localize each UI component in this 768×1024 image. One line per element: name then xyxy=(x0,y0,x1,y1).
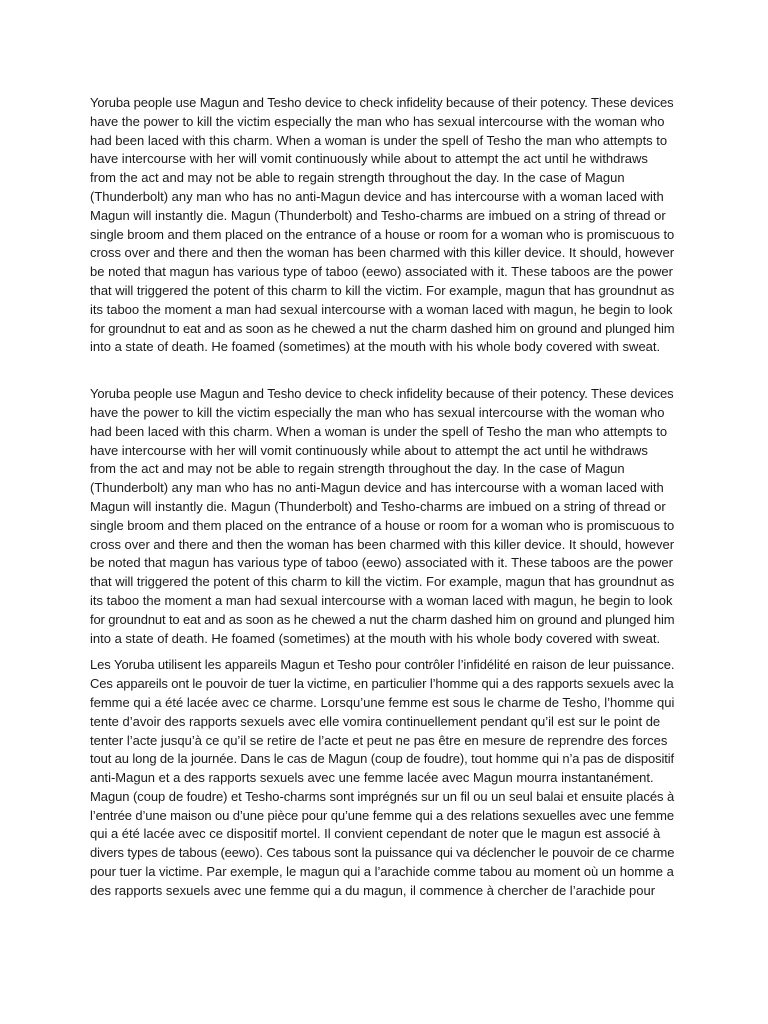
text-line: (Thunderbolt) any man who has no anti-Magun device and has intercourse with a woman laced with xyxy=(90,188,664,204)
text-line: be noted that magun has various type of taboo (eewo) associated with it. These taboos are the power xyxy=(90,264,673,280)
text-line: (Thunderbolt) any man who has no anti-Magun device and has intercourse with a woman laced with xyxy=(90,480,664,496)
text-line: tente d’avoir des rapports sexuels avec elle vomira continuellement pendant qu’il est sur le point de xyxy=(90,713,661,729)
text-line: have intercourse with her will vomit continuously while about to attempt the act until he withdraws xyxy=(90,442,648,458)
text-line: from the act and may not be able to regain strength throughout the day. In the case of Magun xyxy=(90,170,625,186)
paragraph-french xyxy=(90,656,674,900)
text-line: that will triggered the potent of this charm to kill the victim. For example, magun that has groundnut as xyxy=(90,574,675,590)
text-line: have intercourse with her will vomit continuously while about to attempt the act until he withdraws xyxy=(90,151,648,167)
text-line: tenter l’acte jusqu’à ce qu’il se retire de l’acte et peut ne pas être en mesure de reprendre des forces xyxy=(90,732,668,748)
text-line: have the power to kill the victim especially the man who has sexual intercourse with the woman who xyxy=(90,113,665,129)
text-line: qui a été lacée avec ce dispositif mortel. Il convient cependant de noter que le magun est associé à xyxy=(90,826,661,842)
paragraph-english-2 xyxy=(90,385,674,648)
text-line: cross over and there and then the woman has been charmed with this killer device. It should, however xyxy=(90,536,675,552)
text-line: femme qui a été lacée avec ce charme. Lorsqu’une femme est sous le charme de Tesho, l’homme qui xyxy=(90,694,675,710)
text-line: for groundnut to eat and as soon as he chewed a nut the charm dashed him on ground and plunged him xyxy=(90,320,675,336)
text-line: des rapports sexuels avec une femme qui a du magun, il commence à chercher de l’arachide pour xyxy=(90,882,656,898)
text-line: its taboo the moment a man had sexual intercourse with a woman laced with magun, he begin to look xyxy=(90,301,673,317)
text-line: Les Yoruba utilisent les appareils Magun et Tesho pour contrôler l’infidélité en raison de leur puissance. xyxy=(90,657,675,673)
text-line: Magun will instantly die. Magun (Thunderbolt) and Tesho-charms are imbued on a string of thread or xyxy=(90,498,666,514)
text-line: pour tuer la victime. Par exemple, le magun qui a l’arachide comme tabou au moment où un homme a xyxy=(90,864,674,880)
text-line: anti-Magun et a des rapports sexuels avec une femme lacée avec Magun mourra instantanément. xyxy=(90,770,654,786)
text-line: tout au long de la journée. Dans le cas de Magun (coup de foudre), tout homme qui n’a pas de dispositif xyxy=(90,751,674,767)
text-line: Magun will instantly die. Magun (Thunderbolt) and Tesho-charms are imbued on a string of thread or xyxy=(90,207,666,223)
text-line: Magun (coup de foudre) et Tesho-charms sont imprégnés sur un fil ou un seul balai et ensuite placés à xyxy=(90,788,675,804)
text-line: Yoruba people use Magun and Tesho device to check infidelity because of their potency. These devices xyxy=(90,95,674,110)
text-line: be noted that magun has various type of taboo (eewo) associated with it. These taboos are the power xyxy=(90,555,673,571)
text-line: single broom and them placed on the entrance of a house or room for a woman who is promiscuous to xyxy=(90,226,675,242)
text-line: its taboo the moment a man had sexual intercourse with a woman laced with magun, he begin to look xyxy=(90,592,673,608)
text-line: have the power to kill the victim especially the man who has sexual intercourse with the woman who xyxy=(90,404,665,420)
text-line: cross over and there and then the woman has been charmed with this killer device. It should, however xyxy=(90,245,675,261)
text-line: had been laced with this charm. When a woman is under the spell of Tesho the man who attempts to xyxy=(90,423,668,439)
text-line: that will triggered the potent of this charm to kill the victim. For example, magun that has groundnut as xyxy=(90,282,675,298)
text-line: Yoruba people use Magun and Tesho device to check infidelity because of their potency. These devices xyxy=(90,386,674,402)
text-line: divers types de tabous (eewo). Ces tabous sont la puissance qui va déclencher le pouvoir de ce charme xyxy=(90,845,675,861)
text-line: single broom and them placed on the entrance of a house or room for a woman who is promiscuous to xyxy=(90,517,675,533)
document-page xyxy=(90,94,674,901)
text-line: had been laced with this charm. When a woman is under the spell of Tesho the man who attempts to xyxy=(90,132,668,148)
text-line: from the act and may not be able to regain strength throughout the day. In the case of Magun xyxy=(90,461,625,477)
text-line: Ces appareils ont le pouvoir de tuer la victime, en particulier l’homme qui a des rapports sexuels avec la xyxy=(90,676,674,692)
text-line: into a state of death. He foamed (sometimes) at the mouth with his whole body covered with sweat. xyxy=(90,339,661,355)
paragraph-english-1 xyxy=(90,94,674,357)
text-line: for groundnut to eat and as soon as he chewed a nut the charm dashed him on ground and plunged him xyxy=(90,611,675,627)
text-line: l’entrée d’une maison ou d’une pièce pour qu’une femme qui a des relations sexuelles avec une femme xyxy=(90,807,675,823)
text-line: into a state of death. He foamed (sometimes) at the mouth with his whole body covered with sweat. xyxy=(90,630,661,646)
